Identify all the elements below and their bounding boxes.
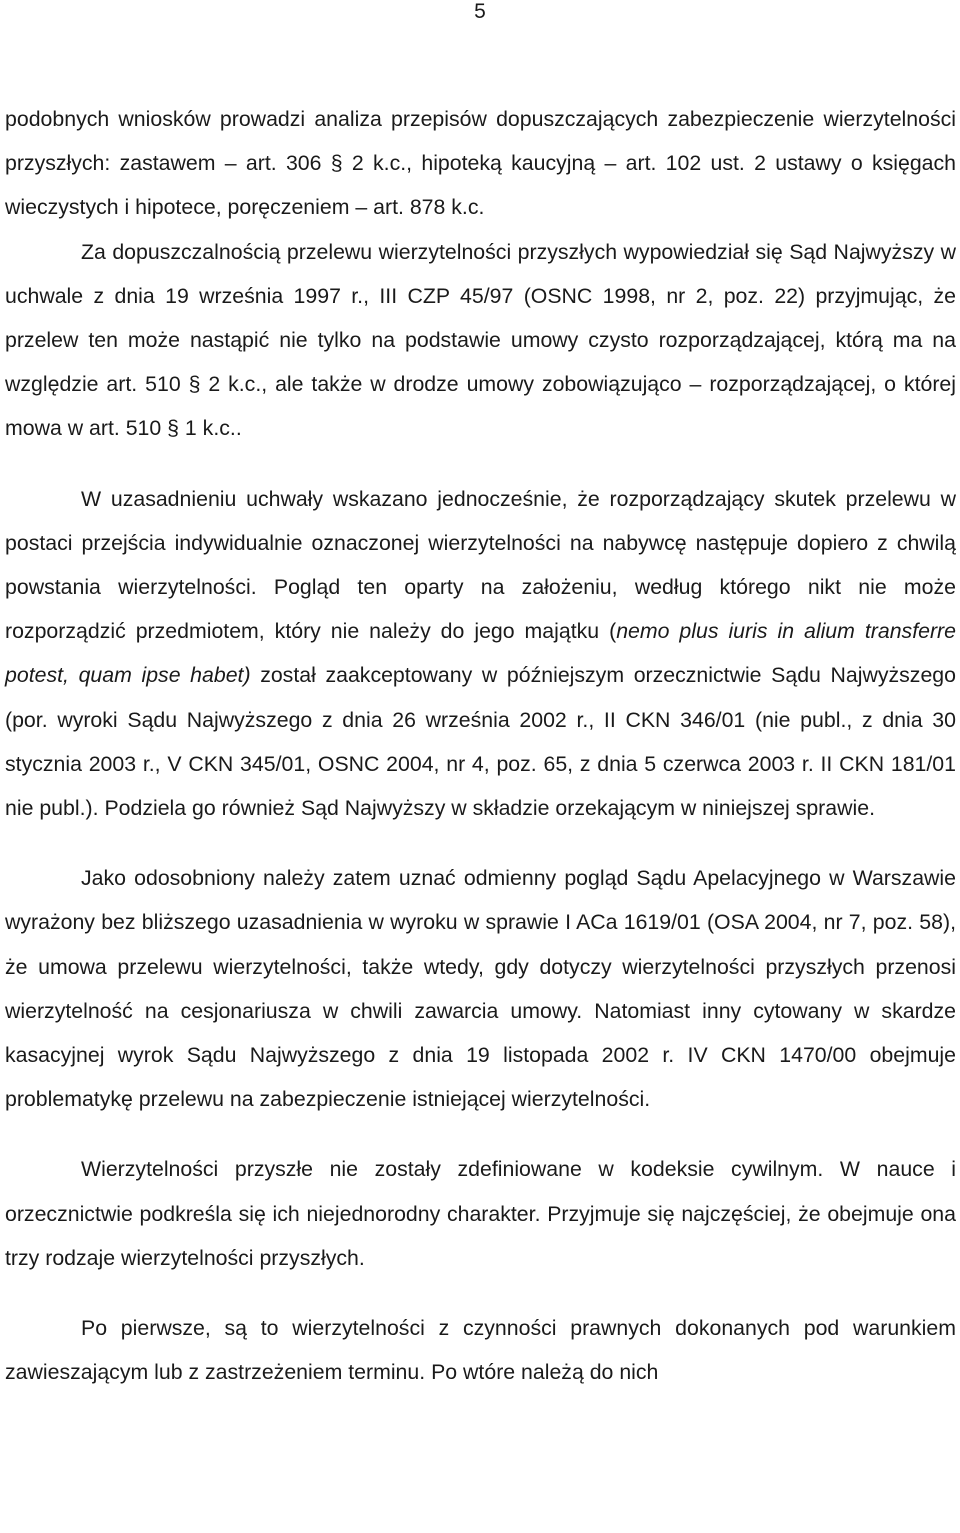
paragraph-text: Za dopuszczalnością przelewu wierzytelności przyszłych wypowiedział się Sąd Najwyższy w uchwale z dnia 19 września 1997 r., III CZP 45/97 (OSNC 1998, nr 2, poz. 22) przyjmując, że przelew ten może nastąpić nie tylko na podstawie umowy czysto rozporządzającej, którą ma na względzie art. 510 § 2 k.c., ale także w drodze umowy zobowiązująco – rozporządzającej, o której mowa w art. 510 § 1 k.c.. <box>5 239 956 441</box>
paragraph-text: Jako odosobniony należy zatem uznać odmienny pogląd Sądu Apelacyjnego w Warszawie wyrażony bez bliższego uzasadnienia w wyroku w sprawie I ACa 1619/01 (OSA 2004, nr 7, poz. 58), że umowa przelewu wierzytelności, także wtedy, gdy dotyczy wierzytelności przyszłych przenosi wierzytelność na cesjonariusza w chwili zawarcia umowy. Natomiast inny cytowany w skardze kasacyjnej wyrok Sądu Najwyższego z dnia 19 listopada 2002 r. IV CKN 1470/00 obejmuje problematykę przelewu na zabezpieczenie istniejącej wierzytelności. <box>5 866 956 1112</box>
paragraph <box>5 97 956 230</box>
document-body <box>5 97 956 1394</box>
paragraph-text: Po pierwsze, są to wierzytelności z czynności prawnych dokonanych pod warunkiem zawieszającym lub z zastrzeżeniem terminu. Po wtóre należą do nich <box>5 1316 956 1385</box>
paragraph <box>5 1147 956 1280</box>
paragraph-text: W uzasadnieniu uchwały wskazano jednocześnie, że rozporządzający skutek przelewu w postaci przejścia indywidualnie oznaczonej wierzytelności na nabywcę następuje dopiero z chwilą powstania wierzytelności. Pogląd ten oparty na założeniu, według którego nikt nie może rozporządzić przedmiotem, który nie należy do jego majątku ( <box>5 486 956 644</box>
paragraph <box>5 230 956 451</box>
paragraph <box>5 477 956 831</box>
paragraph-text: Wierzytelności przyszłe nie zostały zdefiniowane w kodeksie cywilnym. W nauce i orzecznictwie podkreśla się ich niejednorodny charakter. Przyjmuje się najczęściej, że obejmuje ona trzy rodzaje wierzytelności przyszłych. <box>5 1157 956 1270</box>
latin-maxim: nemo plus iuris in alium transferre potest, quam ipse habet) <box>5 619 956 688</box>
paragraph <box>5 856 956 1121</box>
paragraph-text: został zaakceptowany w późniejszym orzecznictwie Sądu Najwyższego (por. wyroki Sądu Najwyższego z dnia 26 września 2002 r., II CKN 346/01 (nie publ., z dnia 30 stycznia 2003 r., V CKN 345/01, OSNC 2004, nr 4, poz. 65, z dnia 5 czerwca 2003 r. II CKN 181/01 nie publ.). Podziela go również Sąd Najwyższy w składzie orzekającym w niniejszej sprawie. <box>5 663 956 821</box>
paragraph <box>5 1306 956 1394</box>
page-number: 5 <box>474 0 486 23</box>
paragraph-text: podobnych wniosków prowadzi analiza przepisów dopuszczających zabezpieczenie wierzytelności przyszłych: zastawem – art. 306 § 2 k.c., hipoteką kaucyjną – art. 102 ust. 2 ustawy o księgach wieczystych i hipotece, poręczeniem – art. 878 k.c. <box>5 107 956 220</box>
